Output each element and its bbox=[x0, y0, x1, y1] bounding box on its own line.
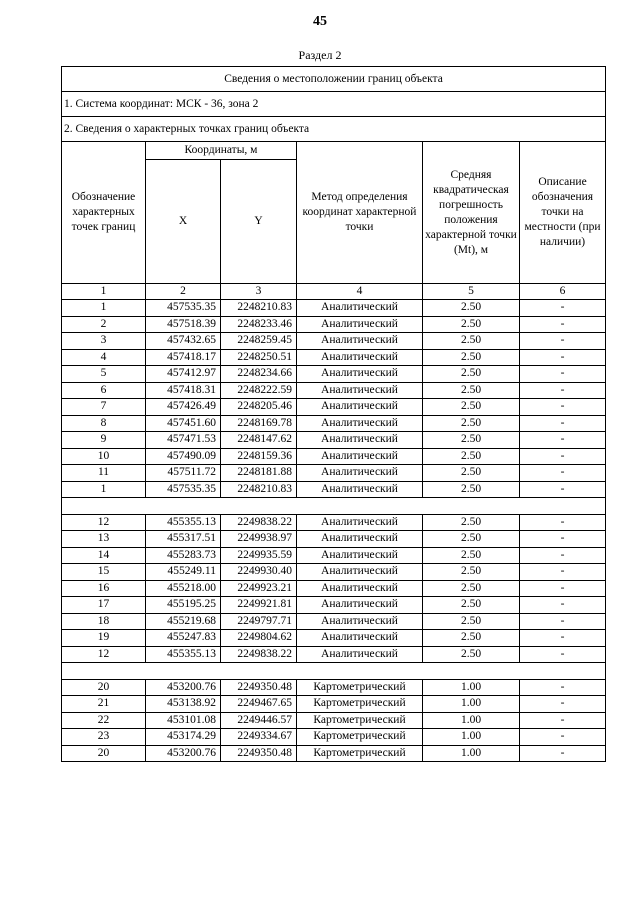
table-row bbox=[62, 613, 606, 630]
method: Аналитический bbox=[297, 399, 423, 416]
separator-cell bbox=[62, 663, 606, 680]
method: Аналитический bbox=[297, 630, 423, 647]
page-number: 45 bbox=[313, 14, 327, 29]
method: Аналитический bbox=[297, 366, 423, 383]
error: 1.00 bbox=[423, 679, 520, 696]
table-row bbox=[62, 597, 606, 614]
method: Аналитический bbox=[297, 448, 423, 465]
error: 2.50 bbox=[423, 597, 520, 614]
table-row bbox=[62, 481, 606, 498]
point-number: 2 bbox=[62, 316, 146, 333]
table-row bbox=[62, 646, 606, 663]
description: - bbox=[520, 745, 606, 762]
error: 2.50 bbox=[423, 547, 520, 564]
error: 2.50 bbox=[423, 333, 520, 350]
description: - bbox=[520, 349, 606, 366]
table-row bbox=[62, 630, 606, 647]
coord-x: 457518.39 bbox=[146, 316, 221, 333]
point-number: 20 bbox=[62, 745, 146, 762]
description: - bbox=[520, 300, 606, 317]
table-row bbox=[62, 300, 606, 317]
header-method: Метод определения координат характерной точки bbox=[297, 142, 423, 284]
coord-y: 2249923.21 bbox=[221, 580, 297, 597]
method: Картометрический bbox=[297, 712, 423, 729]
error: 2.50 bbox=[423, 646, 520, 663]
error: 2.50 bbox=[423, 580, 520, 597]
coord-x: 457511.72 bbox=[146, 465, 221, 482]
description: - bbox=[520, 432, 606, 449]
table-row bbox=[62, 745, 606, 762]
point-number: 12 bbox=[62, 514, 146, 531]
table-row bbox=[62, 696, 606, 713]
error: 2.50 bbox=[423, 448, 520, 465]
error: 1.00 bbox=[423, 745, 520, 762]
coord-x: 455317.51 bbox=[146, 531, 221, 548]
column-number-row bbox=[62, 284, 606, 300]
coord-x: 453101.08 bbox=[146, 712, 221, 729]
header-y: Y bbox=[221, 160, 297, 284]
table-row bbox=[62, 399, 606, 416]
point-number: 14 bbox=[62, 547, 146, 564]
section-label: Раздел 2 bbox=[298, 48, 342, 62]
point-number: 6 bbox=[62, 382, 146, 399]
method: Аналитический bbox=[297, 613, 423, 630]
error: 2.50 bbox=[423, 465, 520, 482]
error: 2.50 bbox=[423, 531, 520, 548]
description: - bbox=[520, 613, 606, 630]
table-row bbox=[62, 382, 606, 399]
point-number: 10 bbox=[62, 448, 146, 465]
point-number: 11 bbox=[62, 465, 146, 482]
coord-x: 457432.65 bbox=[146, 333, 221, 350]
table-row bbox=[62, 712, 606, 729]
table-row bbox=[62, 366, 606, 383]
point-number: 16 bbox=[62, 580, 146, 597]
coord-y: 2249838.22 bbox=[221, 514, 297, 531]
coord-y: 2249797.71 bbox=[221, 613, 297, 630]
coord-y: 2248233.46 bbox=[221, 316, 297, 333]
point-number: 12 bbox=[62, 646, 146, 663]
table-row bbox=[62, 564, 606, 581]
table-row bbox=[62, 333, 606, 350]
coord-y: 2249334.67 bbox=[221, 729, 297, 746]
error: 2.50 bbox=[423, 399, 520, 416]
method: Аналитический bbox=[297, 349, 423, 366]
column-number: 2 bbox=[146, 284, 221, 300]
error: 1.00 bbox=[423, 696, 520, 713]
table-row bbox=[62, 729, 606, 746]
header-x: X bbox=[146, 160, 221, 284]
table-row bbox=[62, 448, 606, 465]
description: - bbox=[520, 547, 606, 564]
point-number: 1 bbox=[62, 481, 146, 498]
coord-y: 2249838.22 bbox=[221, 646, 297, 663]
coord-x: 455195.25 bbox=[146, 597, 221, 614]
method: Картометрический bbox=[297, 745, 423, 762]
coord-x: 457418.17 bbox=[146, 349, 221, 366]
description: - bbox=[520, 580, 606, 597]
coord-x: 457535.35 bbox=[146, 300, 221, 317]
description: - bbox=[520, 630, 606, 647]
coord-x: 457418.31 bbox=[146, 382, 221, 399]
coord-y: 2248181.88 bbox=[221, 465, 297, 482]
header-error: Средняя квадратическая погрешность положения характерной точки (Mt), м bbox=[423, 142, 520, 284]
header-description: Описание обозначения точки на местности (при наличии) bbox=[520, 142, 606, 284]
coord-x: 457535.35 bbox=[146, 481, 221, 498]
method: Картометрический bbox=[297, 696, 423, 713]
description: - bbox=[520, 712, 606, 729]
description: - bbox=[520, 646, 606, 663]
table-row bbox=[62, 465, 606, 482]
point-number: 18 bbox=[62, 613, 146, 630]
point-number: 15 bbox=[62, 564, 146, 581]
point-number: 8 bbox=[62, 415, 146, 432]
error: 2.50 bbox=[423, 613, 520, 630]
method: Аналитический bbox=[297, 333, 423, 350]
point-number: 13 bbox=[62, 531, 146, 548]
table-row bbox=[62, 316, 606, 333]
coordinate-system: 1. Система координат: МСК - 36, зона 2 bbox=[62, 92, 606, 117]
description: - bbox=[520, 399, 606, 416]
point-number: 9 bbox=[62, 432, 146, 449]
description: - bbox=[520, 679, 606, 696]
table-row bbox=[62, 679, 606, 696]
table-row bbox=[62, 514, 606, 531]
error: 2.50 bbox=[423, 382, 520, 399]
method: Аналитический bbox=[297, 300, 423, 317]
error: 2.50 bbox=[423, 432, 520, 449]
separator-cell bbox=[62, 498, 606, 515]
method: Аналитический bbox=[297, 465, 423, 482]
table-row bbox=[62, 547, 606, 564]
point-number: 7 bbox=[62, 399, 146, 416]
coord-y: 2249467.65 bbox=[221, 696, 297, 713]
coord-y: 2248169.78 bbox=[221, 415, 297, 432]
description: - bbox=[520, 564, 606, 581]
coord-y: 2248159.36 bbox=[221, 448, 297, 465]
coord-x: 457471.53 bbox=[146, 432, 221, 449]
coord-x: 455249.11 bbox=[146, 564, 221, 581]
point-number: 17 bbox=[62, 597, 146, 614]
method: Аналитический bbox=[297, 481, 423, 498]
error: 2.50 bbox=[423, 514, 520, 531]
error: 2.50 bbox=[423, 349, 520, 366]
method: Аналитический bbox=[297, 415, 423, 432]
column-number: 3 bbox=[221, 284, 297, 300]
method: Аналитический bbox=[297, 514, 423, 531]
coord-x: 457426.49 bbox=[146, 399, 221, 416]
point-number: 4 bbox=[62, 349, 146, 366]
description: - bbox=[520, 729, 606, 746]
error: 2.50 bbox=[423, 481, 520, 498]
method: Аналитический bbox=[297, 597, 423, 614]
description: - bbox=[520, 465, 606, 482]
error: 2.50 bbox=[423, 630, 520, 647]
description: - bbox=[520, 597, 606, 614]
coord-x: 455247.83 bbox=[146, 630, 221, 647]
coord-x: 453200.76 bbox=[146, 679, 221, 696]
description: - bbox=[520, 415, 606, 432]
description: - bbox=[520, 448, 606, 465]
points-heading: 2. Сведения о характерных точках границ объекта bbox=[62, 117, 606, 142]
error: 1.00 bbox=[423, 712, 520, 729]
method: Аналитический bbox=[297, 382, 423, 399]
table-row bbox=[62, 432, 606, 449]
coord-y: 2249446.57 bbox=[221, 712, 297, 729]
table-row bbox=[62, 349, 606, 366]
coord-x: 455355.13 bbox=[146, 646, 221, 663]
contour-separator-row bbox=[62, 498, 606, 515]
coord-y: 2249930.40 bbox=[221, 564, 297, 581]
coord-y: 2248234.66 bbox=[221, 366, 297, 383]
description: - bbox=[520, 696, 606, 713]
description: - bbox=[520, 366, 606, 383]
column-number: 6 bbox=[520, 284, 606, 300]
point-number: 21 bbox=[62, 696, 146, 713]
coord-y: 2248210.83 bbox=[221, 481, 297, 498]
error: 2.50 bbox=[423, 564, 520, 581]
error: 2.50 bbox=[423, 300, 520, 317]
coord-y: 2249938.97 bbox=[221, 531, 297, 548]
point-number: 5 bbox=[62, 366, 146, 383]
description: - bbox=[520, 382, 606, 399]
coord-y: 2248210.83 bbox=[221, 300, 297, 317]
coord-y: 2248259.45 bbox=[221, 333, 297, 350]
coord-y: 2248205.46 bbox=[221, 399, 297, 416]
table-title: Сведения о местоположении границ объекта bbox=[62, 67, 606, 92]
boundary-table bbox=[61, 66, 606, 762]
method: Аналитический bbox=[297, 646, 423, 663]
coord-x: 455283.73 bbox=[146, 547, 221, 564]
coord-x: 453200.76 bbox=[146, 745, 221, 762]
coord-y: 2249921.81 bbox=[221, 597, 297, 614]
header-point-name: Обозначение характерных точек границ bbox=[62, 142, 146, 284]
coord-y: 2248222.59 bbox=[221, 382, 297, 399]
coord-y: 2248147.62 bbox=[221, 432, 297, 449]
description: - bbox=[520, 481, 606, 498]
description: - bbox=[520, 514, 606, 531]
point-number: 1 bbox=[62, 300, 146, 317]
method: Аналитический bbox=[297, 316, 423, 333]
table-row bbox=[62, 531, 606, 548]
coord-x: 455218.00 bbox=[146, 580, 221, 597]
coord-x: 457412.97 bbox=[146, 366, 221, 383]
coord-x: 455355.13 bbox=[146, 514, 221, 531]
method: Аналитический bbox=[297, 564, 423, 581]
coord-y: 2249350.48 bbox=[221, 679, 297, 696]
method: Аналитический bbox=[297, 580, 423, 597]
coord-y: 2249935.59 bbox=[221, 547, 297, 564]
method: Аналитический bbox=[297, 432, 423, 449]
description: - bbox=[520, 333, 606, 350]
coord-y: 2249804.62 bbox=[221, 630, 297, 647]
column-number: 5 bbox=[423, 284, 520, 300]
coord-x: 457490.09 bbox=[146, 448, 221, 465]
header-coordinates: Координаты, м bbox=[146, 142, 297, 160]
description: - bbox=[520, 316, 606, 333]
description: - bbox=[520, 531, 606, 548]
contour-separator-row bbox=[62, 663, 606, 680]
point-number: 20 bbox=[62, 679, 146, 696]
coord-x: 453174.29 bbox=[146, 729, 221, 746]
table-row bbox=[62, 580, 606, 597]
table-row bbox=[62, 415, 606, 432]
error: 2.50 bbox=[423, 415, 520, 432]
method: Аналитический bbox=[297, 547, 423, 564]
coord-x: 455219.68 bbox=[146, 613, 221, 630]
coord-x: 453138.92 bbox=[146, 696, 221, 713]
error: 2.50 bbox=[423, 316, 520, 333]
column-number: 1 bbox=[62, 284, 146, 300]
point-number: 3 bbox=[62, 333, 146, 350]
coord-y: 2249350.48 bbox=[221, 745, 297, 762]
point-number: 23 bbox=[62, 729, 146, 746]
column-number: 4 bbox=[297, 284, 423, 300]
error: 1.00 bbox=[423, 729, 520, 746]
coord-y: 2248250.51 bbox=[221, 349, 297, 366]
point-number: 19 bbox=[62, 630, 146, 647]
coord-x: 457451.60 bbox=[146, 415, 221, 432]
error: 2.50 bbox=[423, 366, 520, 383]
method: Картометрический bbox=[297, 679, 423, 696]
method: Картометрический bbox=[297, 729, 423, 746]
method: Аналитический bbox=[297, 531, 423, 548]
point-number: 22 bbox=[62, 712, 146, 729]
